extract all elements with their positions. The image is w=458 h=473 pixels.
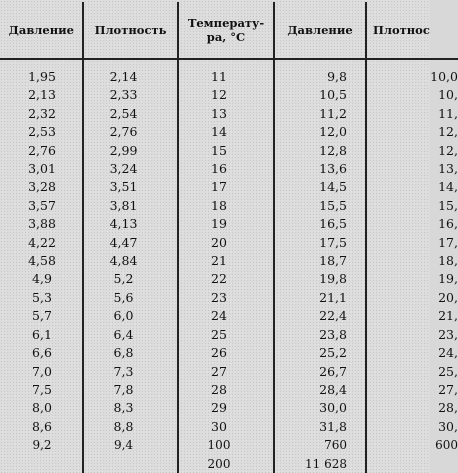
cell-pressure-2: 15,5 [274,197,366,215]
table-row [0,123,458,141]
cell-pressure-2: 9,8 [274,59,366,86]
cell-density: 2,76 [83,123,178,141]
cell-temperature: 21 [178,252,274,270]
cell-density-2: 10, [438,87,458,103]
cell-density-2: 24, [438,345,458,361]
header-temperature [178,2,274,59]
cell-pressure: 5,7 [0,307,83,325]
cell-density-2: 13, [438,161,458,177]
table-row [0,289,458,307]
table-row [0,418,458,436]
cell-density: 5,2 [83,270,178,288]
cell-density: 3,51 [83,178,178,196]
cell-density-2: 21, [438,308,458,324]
table-row [0,307,458,325]
table-row [0,197,458,215]
cell-density [83,455,178,473]
cell-pressure-2: 13,6 [274,160,366,178]
table-row [0,234,458,252]
cell-pressure: 7,5 [0,381,83,399]
cell-density-2: 16, [438,216,458,232]
cell-pressure: 9,2 [0,436,83,454]
cell-density-2: 25, [438,363,458,379]
cell-pressure-2: 23,8 [274,326,366,344]
cell-pressure-2: 21,1 [274,289,366,307]
cell-density-2: 23, [438,326,458,342]
cell-pressure: 4,22 [0,234,83,252]
cell-pressure-2: 26,7 [274,363,366,381]
cell-pressure-2: 12,8 [274,142,366,160]
cell-density-2: 12, [438,142,458,158]
cell-pressure: 6,1 [0,326,83,344]
cell-pressure-2: 11 628 [274,455,366,473]
cell-density: 2,33 [83,86,178,104]
header-density-2: Плотнос [366,2,458,59]
cell-density-2: 19, [438,271,458,287]
table-row [0,142,458,160]
cell-pressure-2: 31,8 [274,418,366,436]
cell-density-2: 600 [435,438,458,453]
cell-density-2: 11, [438,105,458,121]
cell-pressure-2: 25,2 [274,344,366,362]
cell-temperature: 16 [178,160,274,178]
table-row [0,105,458,123]
table-row [0,455,458,473]
cell-density: 3,81 [83,197,178,215]
cell-pressure-2: 17,5 [274,234,366,252]
cell-density: 2,54 [83,105,178,123]
cell-pressure-2: 14,5 [274,178,366,196]
cell-density-2: 17, [438,234,458,250]
cell-pressure: 3,57 [0,197,83,215]
cell-density: 7,3 [83,363,178,381]
cell-pressure: 3,01 [0,160,83,178]
header-pressure-2: Давление [274,2,366,59]
cell-density-2: 20, [438,289,458,305]
cell-temperature: 30 [178,418,274,436]
table-row [0,215,458,233]
cell-pressure-2: 22,4 [274,307,366,325]
cell-pressure-2: 10,5 [274,86,366,104]
cell-temperature: 11 [178,59,274,86]
cell-temperature: 29 [178,399,274,417]
cell-density: 7,8 [83,381,178,399]
cell-density: 2,99 [83,142,178,160]
table-row [0,344,458,362]
cell-density: 4,84 [83,252,178,270]
cell-temperature: 17 [178,178,274,196]
table-row [0,86,458,104]
cell-density: 2,14 [83,59,178,86]
cell-density-2: 18, [438,253,458,269]
cell-temperature: 15 [178,142,274,160]
cell-temperature: 22 [178,270,274,288]
cell-pressure: 6,6 [0,344,83,362]
cell-density-2 [366,455,458,473]
header-row [0,2,458,59]
cell-pressure: 8,0 [0,399,83,417]
table-row [0,436,458,454]
cell-density: 3,24 [83,160,178,178]
cell-temperature: 13 [178,105,274,123]
cell-pressure: 5,3 [0,289,83,307]
cell-density: 6,4 [83,326,178,344]
cell-density-2: 15, [438,197,458,213]
cell-density: 8,8 [83,418,178,436]
table-row [0,178,458,196]
vapor-table [0,2,458,473]
cell-pressure: 7,0 [0,363,83,381]
header-density: Плотность [83,2,178,59]
cell-pressure-2: 18,7 [274,252,366,270]
table-row [0,399,458,417]
cell-pressure [0,455,83,473]
cell-temperature: 26 [178,344,274,362]
table-body [0,59,458,473]
cell-temperature: 27 [178,363,274,381]
table-row [0,326,458,344]
cell-density: 6,8 [83,344,178,362]
cell-temperature: 24 [178,307,274,325]
cell-temperature: 28 [178,381,274,399]
table-row [0,252,458,270]
cell-density-2: 28, [438,400,458,416]
cell-pressure-2: 11,2 [274,105,366,123]
cell-density-2: 27, [438,381,458,397]
table-row [0,363,458,381]
cell-pressure: 3,88 [0,215,83,233]
cell-pressure: 2,76 [0,142,83,160]
table-row [0,160,458,178]
cell-pressure-2: 28,4 [274,381,366,399]
cell-pressure: 2,13 [0,86,83,104]
cell-pressure: 4,9 [0,270,83,288]
cell-density-2: 30, [438,418,458,434]
cell-temperature: 100 [178,436,274,454]
cell-density-2: 12, [438,124,458,140]
header-pressure: Давление [0,2,83,59]
cell-density: 9,4 [83,436,178,454]
header-temperature-line1: Температу- [187,15,265,30]
table-row [0,381,458,399]
cell-density: 4,47 [83,234,178,252]
cell-temperature: 18 [178,197,274,215]
table-row [0,270,458,288]
cell-density: 8,3 [83,399,178,417]
header-temperature-line2: ра, °C [206,30,246,44]
cell-pressure-2: 19,8 [274,270,366,288]
cell-temperature: 19 [178,215,274,233]
cell-pressure: 2,53 [0,123,83,141]
cell-pressure-2: 30,0 [274,399,366,417]
cell-density: 4,13 [83,215,178,233]
cell-density-2: 14, [438,179,458,195]
cell-pressure: 2,32 [0,105,83,123]
table-row [0,59,458,86]
cell-density-2: 10,0 [430,69,458,84]
cell-temperature: 14 [178,123,274,141]
cell-density: 5,6 [83,289,178,307]
cell-pressure: 8,6 [0,418,83,436]
cell-pressure-2: 760 [274,436,366,454]
cell-density: 6,0 [83,307,178,325]
cell-temperature: 12 [178,86,274,104]
cell-temperature: 200 [178,455,274,473]
cell-temperature: 23 [178,289,274,307]
cell-pressure-2: 16,5 [274,215,366,233]
cell-temperature: 25 [178,326,274,344]
cell-pressure: 1,95 [0,59,83,86]
cell-temperature: 20 [178,234,274,252]
cell-pressure-2: 12,0 [274,123,366,141]
cell-pressure: 3,28 [0,178,83,196]
cell-pressure: 4,58 [0,252,83,270]
